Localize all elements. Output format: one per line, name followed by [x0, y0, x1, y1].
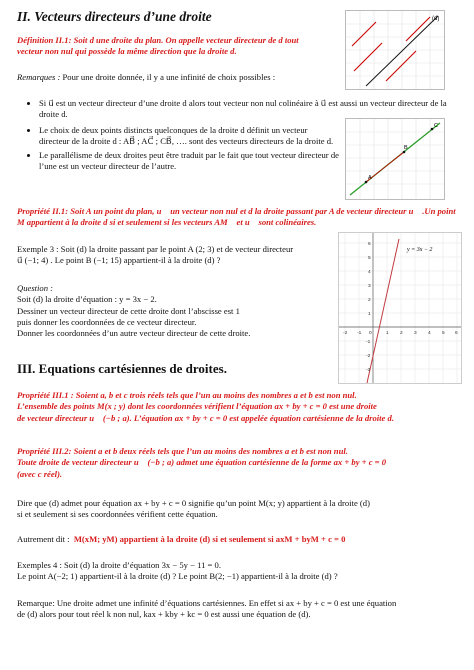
point-a — [365, 181, 368, 184]
fig3-xtick-3: 1 — [386, 331, 389, 336]
vector-2 — [386, 51, 416, 81]
propriete-ii-1: Propriété II.1: Soit A un point du plan, u⃗ un vecteur non nul et d la droite passant par A de vecteur directeur u⃗ .Un point M appartient à la droite d si et seulement si les vecteurs AM⃗ et u⃗ sont colinéaires. — [17, 206, 456, 228]
figure-2-svg — [346, 119, 444, 199]
fig3-xtick-4: 2 — [400, 331, 403, 336]
vector-1 — [354, 43, 382, 71]
dire-line-1: Dire que (d) admet pour équation ax + by + c = 0 signifie qu’un point M(x; y) appartient à la droite (d) — [17, 498, 370, 508]
fig2-label-b: B — [404, 145, 408, 151]
prop-iii-2-line-3: (avec c réel). — [17, 468, 63, 479]
remarque-block — [17, 598, 467, 621]
exemple-4 — [17, 560, 467, 583]
dire-block — [17, 498, 467, 521]
question-line-2: Dessiner un vecteur directeur de cette droite dont l’abscisse est 1 — [17, 305, 240, 316]
prop-iii-2-line-2: Toute droite de vecteur directeur u⃗ (−b ; a) admet une équation cartésienne de la forme ax + by + c = 0 — [17, 457, 387, 468]
section-title-iii: III. Equations cartésiennes de droites. — [17, 361, 227, 376]
remarque-bullet-2: • Le choix de deux points distincts quelconques de la droite d définit un vecteur directeur de la droite d : AB⃗ ; AC⃗ ; CB⃗, …. sont des vecteurs directeurs de la droite d. — [39, 125, 339, 148]
exemple-4-line-2: Le point A(−2; 1) appartient-il à la droite (d) ? Le point B(2; −1) appartient-il à la droite (d) ? — [17, 571, 338, 582]
remarque-line-2: de (d) alors pour tout réel k non nul, kax + kby + kc = 0 est aussi une équation de (d). — [17, 609, 311, 620]
remarques-label: Remarques : — [17, 72, 61, 82]
propriete-iii-1 — [17, 390, 467, 424]
question-line-3: puis donner les coordonnées de ce vecteur directeur. — [17, 317, 197, 328]
figure-1-svg — [346, 11, 444, 89]
fig3-xtick-8: 6 — [455, 331, 458, 336]
fig2-label-c: C — [434, 123, 438, 129]
prop-iii-1-line-1: Propriété III.1 : Soient a, b et c trois réels tels que l’un au moins des nombres a et b est non nul. — [17, 390, 357, 400]
section-title-ii: II. Vecteurs directeurs d’une droite — [17, 9, 212, 24]
question-line-4: Donner les coordonnées d’un autre vecteur directeur de cette droite. — [17, 328, 251, 339]
remarques-intro — [17, 72, 317, 83]
exemple-4-line-1: Exemples 4 : Soit (d) la droite d’équation 3x − 5y − 11 = 0. — [17, 560, 221, 570]
fig3-equation-label: y = 3x − 2 — [407, 247, 433, 253]
vector-ab — [366, 152, 404, 182]
graph-line — [367, 239, 399, 383]
point-b — [403, 151, 406, 154]
fig1-label: (d) — [432, 16, 440, 22]
question-block — [17, 283, 347, 340]
fig3-xtick-6: 4 — [428, 331, 431, 336]
fig3-xtick-1: -1 — [357, 331, 362, 336]
question-line-1: Soit (d) la droite d’équation : y = 3x − 2. — [17, 294, 157, 305]
prop-iii-1-line-3: de vecteur directeur u⃗ (−b ; a). L’équation ax + by + c = 0 est appelée équation cartésienne de la droite d. — [17, 412, 394, 423]
remarque-line-1: Remarque: Une droite admet une infinité d’équations cartésiennes. En effet si ax + by + c = 0 est une équation — [17, 598, 397, 608]
fig3-xtick-0: -2 — [343, 331, 348, 336]
remarques-list-2 — [17, 125, 339, 172]
question-label: Question : — [17, 283, 54, 293]
prop-iii-1-line-2: L’ensemble des points M(x ; y) dont les coordonnées vérifient l’équation ax + by + c = 0 est une droite — [17, 401, 377, 412]
exemple-3 — [17, 244, 347, 267]
fig3-ytick-4: 2 — [368, 298, 371, 303]
autrement-label: Autrement dit : — [17, 534, 70, 544]
fig2-label-a: A — [368, 175, 372, 181]
figure-graph-y3x-2 — [338, 232, 462, 384]
remarque-bullet-3: • Le parallélisme de deux droites peut être traduit par le fait que tout vecteur directeur de l’une est un vecteur directeur de l’autre. — [39, 150, 339, 173]
fig3-ytick-6: -1 — [366, 340, 371, 345]
definition-ii-1: Définition II.1: Soit d une droite du plan. On appelle vecteur directeur de d tout vecteur non nul qui possède la même direction que la droite d. — [17, 35, 299, 57]
fig3-ytick-2: 4 — [368, 270, 371, 275]
autrement-block — [17, 534, 467, 545]
propriete-iii-2 — [17, 446, 467, 480]
fig3-ytick-8: -3 — [366, 368, 371, 373]
fig3-xtick-7: 5 — [442, 331, 445, 336]
fig3-ytick-7: -2 — [366, 354, 371, 359]
fig3-xtick-5: 3 — [414, 331, 417, 336]
fig3-ytick-0: 6 — [368, 242, 371, 247]
exemple-3-line-2: u⃗ (−1; 4) . Le point B (−1; 15) appartient-il à la droite (d) ? — [17, 255, 221, 266]
remarques-text: Pour une droite donnée, il y a une infinité de choix possibles : — [62, 72, 276, 82]
exemple-3-line-1: Exemple 3 : Soit (d) la droite passant par le point A (2; 3) et de vecteur directeur — [17, 244, 294, 254]
fig3-ytick-3: 3 — [368, 284, 371, 289]
fig3-ytick-5: 1 — [368, 312, 371, 317]
prop-iii-2-line-1: Propriété III.2: Soient a et b deux réels tels que l’un au moins des nombres a et b est non nul. — [17, 446, 348, 456]
dire-line-2: si et seulement si ses coordonnées vérifient cette équation. — [17, 509, 218, 520]
point-c — [431, 128, 434, 131]
fig3-xtick-2: 0 — [369, 331, 372, 336]
vector-3 — [352, 22, 376, 46]
figure-parallel-vectors — [345, 10, 445, 90]
autrement-text: M(xM; yM) appartient à la droite (d) si et seulement si axM + byM + c = 0 — [73, 534, 346, 544]
figure-points-abc — [345, 118, 445, 200]
figure-3-svg — [339, 233, 461, 383]
remarque-bullet-1: • Si u⃗ est un vecteur directeur d’une droite d alors tout vecteur non nul colinéaire à u⃗ est aussi un vecteur directeur de la droite d. — [39, 98, 459, 121]
fig3-ytick-1: 5 — [368, 256, 371, 261]
vector-4 — [406, 17, 430, 41]
